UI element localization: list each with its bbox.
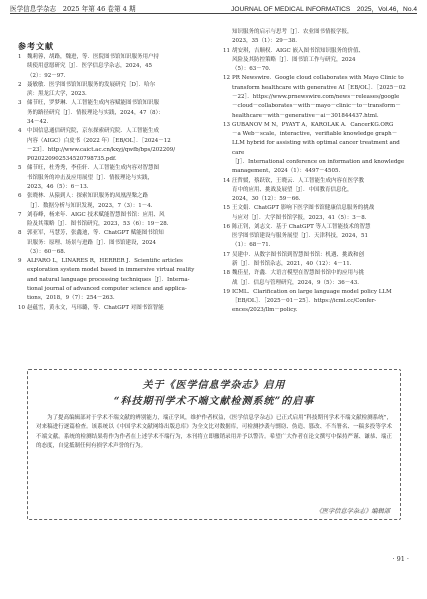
reference-line: ICML．Clarification on large language model policy LLM (232, 288, 392, 295)
reference-line: 中国信息通信研究院，京东探索研究院．人工智能生成 (27, 128, 160, 135)
reference-item (223, 269, 411, 288)
reference-line: 内容（AIGC）白皮书（2022 年）［EB/OL］．［2024－12 (27, 137, 171, 144)
reference-line: 务的路径研究［J］．情报理论与实践，2024，47（8）： (27, 109, 164, 116)
reference-line: 储节旺，杜秀秀，李佳轩．人工智能生成内容对智慧图 (27, 165, 160, 172)
reference-number: 4 (18, 128, 22, 135)
reference-line: 赵蕴雪，黄永文，马玮璐，等．ChatGPT 对图书馆智能 (27, 304, 164, 311)
reference-line: exploration system model based in immersive virtual reality (27, 267, 195, 274)
references-column-left (18, 53, 214, 313)
reference-line: ALFARO L，LINARES R，HERRER J．Scientific articles (27, 258, 183, 265)
page-header (0, 0, 427, 16)
notice-signature: 《医学信息学杂志》编辑部 (315, 508, 390, 515)
reference-line: 魏佳星，许鑫．大语言模型在智慧图书馆中的应用与挑 (232, 270, 365, 277)
journal-header-chinese: 医学信息学杂志 2025 年第 46 卷第 4 期 (10, 5, 136, 13)
reference-line: GUBANOV M N，PYAYT A，KAROLAK A．CancerKG.ORG (232, 121, 394, 128)
reference-line: 2024，30（12）：59－66. (232, 196, 301, 203)
reference-number: 9 (18, 258, 22, 265)
reference-item (18, 164, 214, 192)
reference-line: 险及其策略［J］．图书馆研究，2023，53（6）：19－28. (27, 221, 169, 228)
reference-line: 魏莉蓉，胡路，魏进，等．医院图书馆知识服务用户持 (27, 54, 160, 60)
reference-line: （5）：63－70. (232, 66, 271, 73)
reference-number: 10 (18, 304, 25, 311)
reference-line: －cloud－collaborates－with－mayo－clinic－to－transform－ (232, 103, 401, 110)
reference-line: LLM hybrid for assisting with optimal cancer treatment and care (232, 140, 400, 156)
reference-line: 34－42. (27, 118, 49, 125)
reference-line: （2）：92－97. (27, 72, 66, 79)
reference-line: 新［J］．图书馆杂志，2021，40（12）：4－11. (232, 261, 352, 268)
reference-number: 6 (18, 193, 22, 200)
header-rule (10, 13, 417, 14)
reference-number: 7 (18, 211, 22, 218)
reference-line: 滨：黑龙江大学，2023. (27, 91, 87, 98)
reference-line: －22］．https://www.prnewswire.com/news－releases/google (232, 93, 400, 100)
reference-item (223, 251, 411, 270)
reference-line: 胡安琪，吉顺权．AIGC 嵌入图书馆知识服务的价值、 (232, 47, 364, 54)
reference-item (223, 223, 411, 251)
reference-line: tional journal of advanced computer science and applica- (27, 286, 187, 293)
reference-line: P020220902534520798735.pdf. (27, 156, 117, 163)
references-title: 参考文献 (18, 41, 54, 51)
reference-line: －a Web－scale，interactive，verifiable knowledge graph－ (232, 131, 398, 138)
reference-line: ［J］．数据分析与知识发现，2023，7（3）：1－4. (27, 202, 153, 209)
reference-line: PR Newswire．Google cloud collaborates with Mayo Clinic to (232, 75, 404, 82)
reference-line: 知识服务的启示与思考［J］．农业图书情报学报， (232, 29, 353, 35)
reference-number: 13 (223, 121, 230, 128)
page-number: · 91 · (392, 555, 409, 563)
reference-item (18, 53, 214, 81)
journal-header-english: JOURNAL OF MEDICAL INFORMATICS 2025，Vol.46，No.4 (231, 6, 417, 13)
reference-item (223, 288, 411, 316)
reference-item (223, 74, 411, 120)
reference-item (223, 204, 411, 223)
reference-number: 8 (18, 230, 22, 237)
reference-line: ［J］．International conference on information and knowledge (232, 158, 405, 165)
reference-item (18, 127, 214, 164)
reference-line: and natural language processing techniques［J］．Interna- (27, 276, 190, 283)
reference-item (18, 229, 214, 257)
reference-line: 刘春峰，杨来年．AIGC 技术赋能智慧图书馆：应用、风 (27, 211, 165, 218)
reference-number: 14 (223, 177, 230, 184)
reference-item (223, 121, 411, 177)
reference-line: 汪哲媛，蔡跃钦，王晓云．人工智能生成内容在医学教 (232, 177, 365, 184)
reference-line: －23］．http://www.caict.ac.cn/kxyj/qwfb/bps/202209/ (27, 146, 176, 153)
reference-item (18, 304, 214, 313)
reference-item (18, 211, 214, 230)
notice-title-line1: 关于《医学信息学杂志》启用 (142, 380, 286, 391)
reference-number: 5 (18, 165, 22, 172)
reference-line: 风险及其防控策略［J］．图书馆工作与研究，2024 (232, 56, 356, 63)
reference-line: （1）：68－71. (232, 242, 271, 249)
references-column-right (223, 28, 411, 316)
reference-line: 书馆服务的冲击及应用展望［J］．情报理论与实践， (27, 174, 153, 181)
reference-number: 19 (223, 288, 230, 295)
reference-number: 15 (223, 205, 230, 212)
reference-line: 2023，35（1）：29－38. (232, 38, 297, 45)
reference-number: 16 (223, 223, 230, 230)
reference-item (223, 47, 411, 75)
reference-line: healthcare－with－generative－ai－301844437.html. (232, 112, 379, 119)
reference-line: 吴建中．从数字图书馆到智慧图书馆：机遇、挑战和创 (232, 251, 365, 258)
reference-number: 11 (223, 47, 230, 54)
reference-line: 陈正钊，刘志文．基于 ChatGPT 等人工智能技术的智慧 (232, 223, 371, 230)
reference-number: 2 (18, 81, 22, 88)
reference-line: 王文娟．ChatGPT 影响下医学图书馆健康信息服务的挑战 (232, 205, 375, 212)
reference-line: 与应对［J］．大学图书馆学报，2023，41（5）：3－8. (232, 214, 367, 221)
reference-line: 战［J］．信息与管理研究，2024，9（5）：36－43. (232, 279, 359, 286)
reference-item-continued (223, 28, 411, 47)
reference-line: ences/2023/llm－policy. (232, 307, 298, 314)
reference-line: 2023，46（5）：6－13. (27, 183, 89, 190)
reference-number: 1 (18, 54, 22, 60)
reference-line: 聂敏敏．医学图书馆知识服务的发展研究［D］．哈尔 (27, 81, 156, 88)
reference-line: transform healthcare with generative AI［EB/OL］．［2025－02 (232, 84, 406, 91)
reference-item (18, 99, 214, 127)
reference-number: 18 (223, 270, 230, 277)
reference-line: ［EB/OL］．［2025－01－25］．https://icml.cc/Confer- (232, 298, 377, 305)
notice-box (27, 369, 401, 520)
reference-item (18, 257, 214, 303)
reference-line: 识服务：原理、场景与进路［J］．图书馆建设，2024 (27, 239, 156, 246)
reference-item (18, 81, 214, 100)
notice-title-line2: “科技期刊学术不端文献检测系统”的启事 (113, 396, 315, 407)
reference-line: 育中的应用、挑战及展望［J］．中国教育信息化， (232, 186, 353, 193)
reference-number: 3 (18, 100, 22, 107)
reference-number: 17 (223, 251, 230, 258)
notice-body: 为了提高编辑部对于学术不端文献的辨别能力，端正学风，维护作者权益，《医学信息学杂志》已正式启用“科技期刊学术不端文献检测系统”，对来稿进行逐篇检查。该系统以《中国学术文献网络出版总库》为全文比对数据库，可检测抄袭与剽窃、伪造、篡改、不当署名、一稿多投等学术不端文献。系统的检测结果将作为作者在上述学术不端行为，本刊将立即撤销录用并予以警告。希望广大作者在论文撰写中保持严谨、谦恭、端正的态度，自觉抵制任何有损学术声誉的行为。 (36, 415, 392, 449)
reference-line: 郭亚军，马慧芳，张鑫迪，等．ChatGPT 赋能图书馆知 (27, 230, 164, 237)
reference-line: 储节旺，罗梦琳．人工智能生成内容赋能图书馆知识服 (27, 100, 160, 107)
reference-number: 12 (223, 75, 230, 82)
reference-line: 张晓林．从猿到人：探索知识服务的凤凰涅槃之路 (27, 193, 149, 200)
reference-item (223, 177, 411, 205)
reference-line: 续使用意愿研究［J］．医学信息学杂志，2024，45 (27, 63, 152, 70)
reference-line: tions，2018，9（7）：254－263. (27, 295, 115, 302)
reference-line: management，2024（1）：4497－4505. (232, 168, 341, 175)
reference-item (18, 192, 214, 211)
reference-line: 医学图书馆建设与服务展望［J］．天津科技，2024，51 (232, 233, 368, 240)
reference-line: （3）：60－68. (27, 248, 66, 255)
